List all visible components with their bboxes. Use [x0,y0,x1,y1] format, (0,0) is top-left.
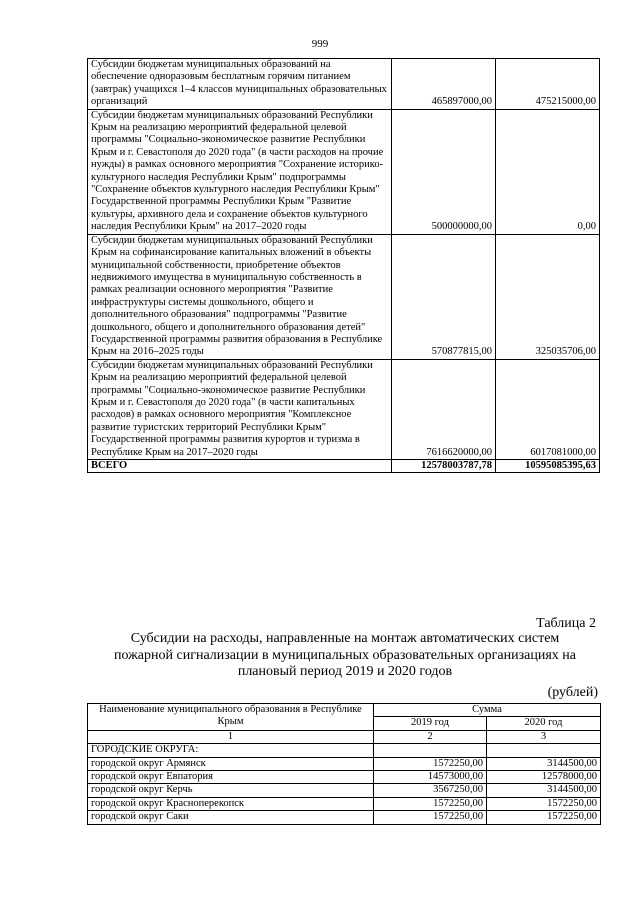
value-2020: 3144500,00 [487,784,601,797]
value-2019: 500000000,00 [392,109,496,234]
value-2019: 570877815,00 [392,234,496,359]
row-description: Субсидии бюджетам муниципальных образований Республики Крым на реализацию мероприятий федеральной целевой программы "Социально-экономическое развитие Республики Крым и г. Севастополя до 2020 года" (в части капитальных расходов) в рамках основного мероприятия "Комплексное развитие туристских территорий Республики Крым" Государственной программы развития курортов и туризма в Республике Крым на 2017–2020 годы [88,359,392,459]
row-description: Субсидии бюджетам муниципальных образований Республики Крым на реализацию мероприятий федеральной целевой программы "Социально-экономическое развитие Республики Крым и г. Севастополя до 2020 года" (в части расходов на прочие нужды) в рамках основного мероприятия "Сохранение историко-культурного наследия Республики Крым" подпрограммы "Сохранение объектов культурного наследия Республики Крым" Государственной программы Республики Крым "Развитие культуры, архивного дела и сохранение объектов культурного наследия Республики Крым" на 2017–2020 годы [88,109,392,234]
total-label: ВСЕГО [88,460,392,473]
table-row [88,771,601,784]
value-2019: 3567250,00 [374,784,487,797]
value-2020: 12578000,00 [487,771,601,784]
value-2020: 325035706,00 [496,234,600,359]
column-numbers-row [88,730,601,743]
value-2019: 7616620000,00 [392,359,496,459]
value-2020: 1572250,00 [487,811,601,824]
section-row [88,744,601,757]
row-description: Субсидии бюджетам муниципальных образований Республики Крым на софинансирование капитальных вложений в объекты муниципальной собственности, приобретение объектов недвижимого имущества в муниципальную собственность в рамках реализации основного мероприятия "Развитие инфраструктуры системы дошкольного, общего и дополнительного образования" подпрограммы "Развитие дошкольного, общего и дополнительного образования детей" Государственной программы развития образования в Республике Крым на 2016–2025 годы [88,234,392,359]
page-number: 999 [311,38,329,50]
table-title: Субсидии на расходы, направленные на монтаж автоматических систем пожарной сигнализации в муниципальных образовательных организациях на плановый период 2019 и 2020 годов [113,631,576,679]
total-2020: 10595085395,63 [496,460,600,473]
table-row [88,59,600,110]
value-2020: 475215000,00 [496,59,600,110]
value-2020: 6017081000,00 [496,359,600,459]
municipality-name: городской округ Саки [88,811,374,824]
table-row [88,109,600,234]
column-header-2020: 2020 год [487,717,601,730]
value-2019: 1572250,00 [374,797,487,810]
table-row [88,757,601,770]
total-2019: 12578003787,78 [392,460,496,473]
municipality-name: городской округ Красноперекопск [88,797,374,810]
table-row [88,784,601,797]
value-2019: 1572250,00 [374,757,487,770]
column-number: 1 [88,730,374,743]
table-row [88,359,600,459]
column-header-name: Наименование муниципального образования в Республике Крым [88,704,374,731]
value-2020: 0,00 [496,109,600,234]
column-header-sum: Сумма [374,704,601,717]
value-2019: 14573000,00 [374,771,487,784]
municipality-name: городской округ Керчь [88,784,374,797]
table-label: Таблица 2 [536,616,596,631]
table-row [88,234,600,359]
empty-cell [487,744,601,757]
total-row [88,460,600,473]
column-header-2019: 2019 год [374,717,487,730]
municipality-name: городской округ Армянск [88,757,374,770]
section-label: ГОРОДСКИЕ ОКРУГА: [88,744,374,757]
value-2020: 3144500,00 [487,757,601,770]
fire-alarm-subsidies-table [87,703,601,825]
column-number: 3 [487,730,601,743]
table-row [88,811,601,824]
value-2019: 465897000,00 [392,59,496,110]
row-description: Субсидии бюджетам муниципальных образований на обеспечение одноразовым бесплатным горячим питанием (завтрак) учащихся 1–4 классов муниципальных образовательных организаций [88,59,392,110]
subsidies-table-continued [87,58,600,473]
empty-cell [374,744,487,757]
municipality-name: городской округ Евпатория [88,771,374,784]
value-2019: 1572250,00 [374,811,487,824]
header-row [88,704,601,717]
currency-unit: (рублей) [547,685,598,700]
column-number: 2 [374,730,487,743]
value-2020: 1572250,00 [487,797,601,810]
table-row [88,797,601,810]
